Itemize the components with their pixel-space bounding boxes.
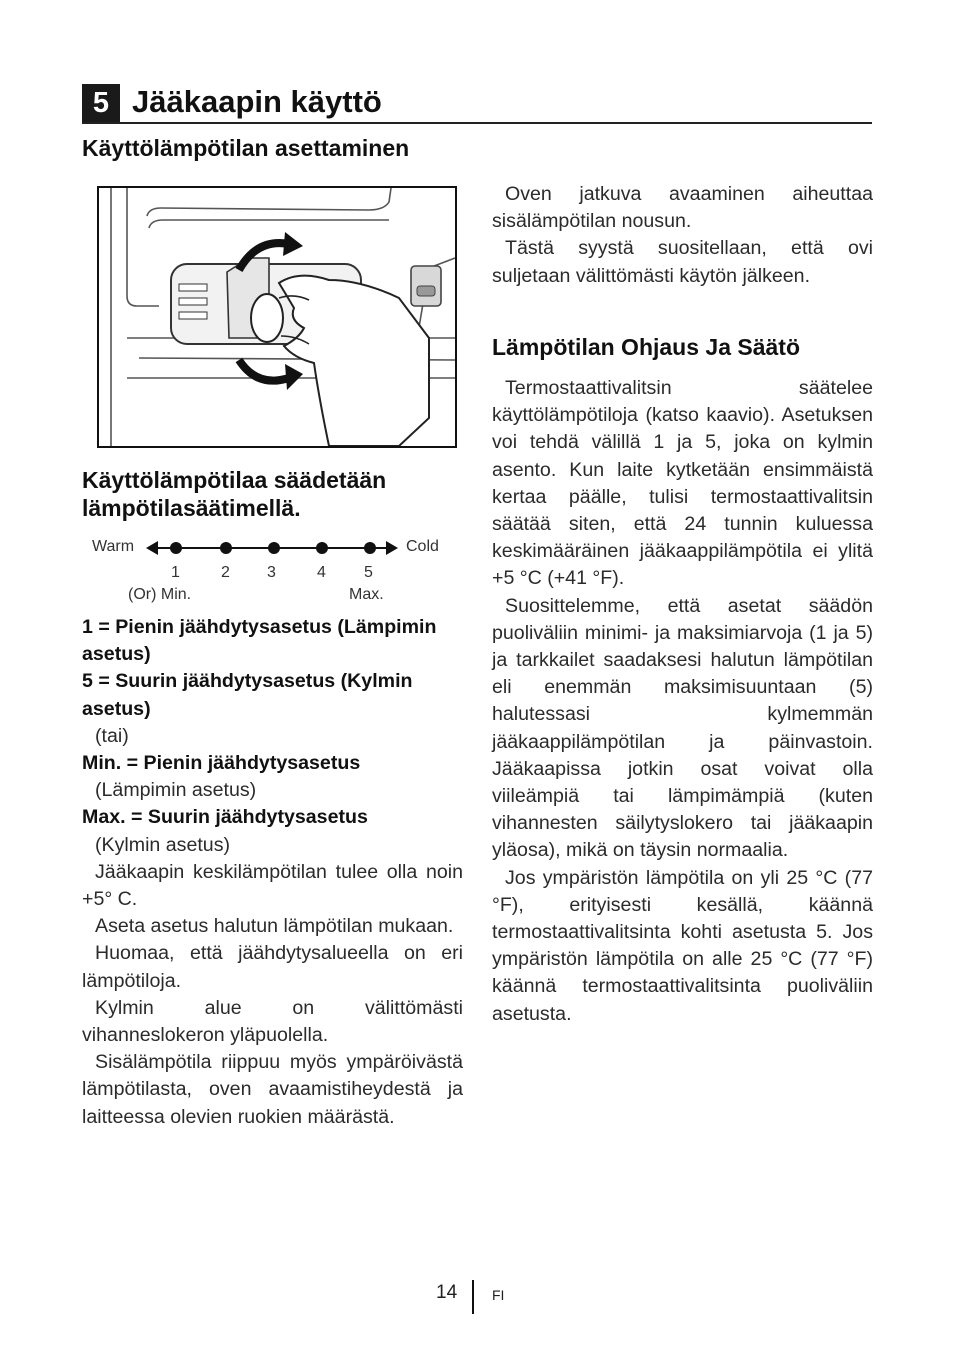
subsection-heading: Käyttölämpötilaa säädetään lämpötilasäätimellä. (82, 467, 387, 521)
temperature-scale (82, 532, 462, 612)
language-code: FI (492, 1287, 505, 1303)
scale-dot-3 (268, 542, 280, 554)
right-paragraph-5: Jos ympäristön lämpötila on yli 25 °C (77 °F), erityisesti kesällä, käännä termostaattivalitsinta kohti asetusta 5. Jos ympäristön lämpötila on alle 25 °C (77 °F) käännä termostaattivalitsinta puoliväliin asetusta. (492, 866, 873, 1025)
right-paragraph-3: Termostaattivalitsin säätelee käyttölämpötiloja (katso kaavio). Asetuksen voi tehdä välillä 1 ja 5, joka on kylmin asento. Kun laite kytketään ensimmäistä kertaa päälle, tulisi termostaattivalitsin säätää siten, että 24 tunnin kuluessa keskimääräinen jääkaappilämpötila ei ylitä +5 °C (+41 °F). (492, 377, 873, 590)
scale-line-graphic (142, 538, 402, 558)
scale-number-3: 3 (267, 564, 276, 581)
footer-divider (472, 1280, 474, 1314)
scale-number-4: 4 (317, 564, 326, 581)
legend-min-note: (Lämpimin asetus) (95, 779, 257, 802)
chapter-title: Jääkaapin käyttö (132, 84, 382, 119)
cold-arrow-icon (386, 541, 398, 555)
left-column-text (82, 614, 463, 1131)
temperature-control-heading: Lämpötilan Ohjaus Ja Säätö (492, 334, 801, 360)
cold-label: Cold (406, 538, 439, 555)
chapter-header (82, 82, 872, 124)
scale-number-5: 5 (364, 564, 373, 581)
left-paragraph-2: Aseta asetus halutun lämpötilan mukaan. (95, 915, 454, 938)
left-paragraph-5: Sisälämpötila riippuu myös ympäröivästä lämpötilasta, oven avaamistiheydestä ja laitteessa olevien ruokien määrästä. (82, 1051, 463, 1128)
scale-number-2: 2 (221, 564, 230, 581)
thermostat-illustration (97, 186, 457, 448)
warm-arrow-icon (146, 541, 158, 555)
legend-line-1: 1 = Pienin jäähdytysasetus (Lämpimin asetus) (82, 616, 437, 666)
legend-line-max: Max. = Suurin jäähdytysasetus (82, 806, 368, 829)
legend-line-min: Min. = Pienin jäähdytysasetus (82, 752, 361, 775)
right-column-text (492, 375, 873, 1028)
left-paragraph-3: Huomaa, että jäähdytysalueella on eri lämpötiloja. (82, 942, 463, 992)
right-paragraph-1: Oven jatkuva avaaminen aiheuttaa sisälämpötilan nousun. (492, 183, 873, 233)
right-paragraph-4: Suosittelemme, että asetat säädön puoliväliin minimi- ja maksimiarvoja (1 ja 5) ja tarkkailet saadaksesi halutun lämpötilan eli enemmän maksimisuuntaan (5) halutessasi kylmemmän jääkaappilämpötilan ja päinvastoin. Jääkaapissa jotkin osat voivat olla viileämpiä tai lämpimämpiä (kuten vihannesten säilytyslokero tai jääkaapin yläosa), mikä on täysin normaalia. (492, 594, 873, 862)
scale-dot-4 (316, 542, 328, 554)
right-column-top-text (492, 181, 873, 290)
section-heading: Käyttölämpötilan asettaminen (82, 135, 410, 161)
page-number: 14 (436, 1282, 458, 1303)
scale-dot-2 (220, 542, 232, 554)
scale-dot-5 (364, 542, 376, 554)
right-paragraph-2: Tästä syystä suositellaan, että ovi suljetaan välittömästi käytön jälkeen. (492, 237, 873, 287)
min-label: (Or) Min. (128, 586, 192, 603)
hand-turning-dial-illustration (99, 188, 455, 446)
scale-dot-1 (170, 542, 182, 554)
legend-or: (tai) (95, 724, 129, 747)
warm-label: Warm (92, 538, 135, 555)
left-paragraph-4: Kylmin alue on välittömästi vihanneslokeron yläpuolella. (82, 996, 463, 1047)
scale-number-1: 1 (171, 564, 180, 581)
legend-line-2: 5 = Suurin jäähdytysasetus (Kylmin asetus) (82, 670, 413, 720)
max-label: Max. (349, 586, 384, 603)
chapter-number-badge: 5 (82, 84, 120, 122)
left-paragraph-1: Jääkaapin keskilämpötilan tulee olla noin +5° C. (82, 860, 463, 911)
legend-max-note: (Kylmin asetus) (95, 833, 231, 856)
